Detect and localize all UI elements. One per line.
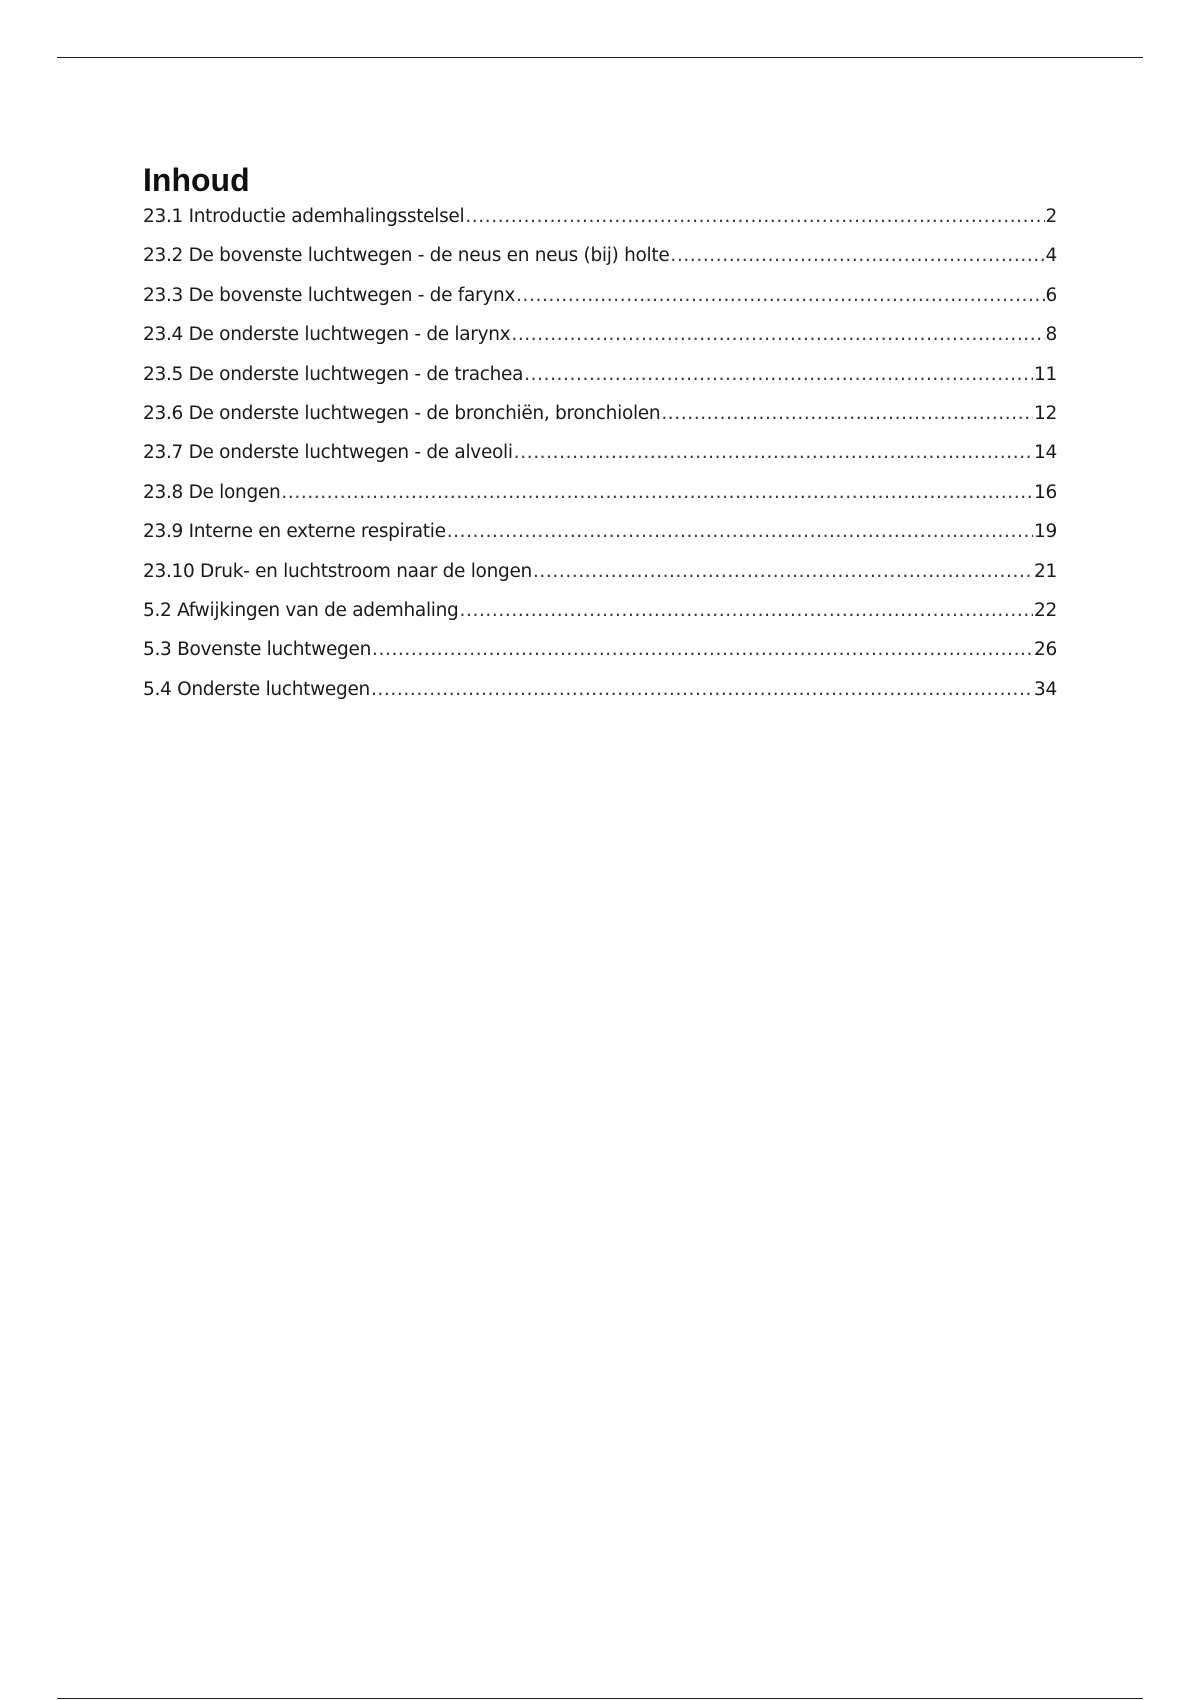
toc-entry-title: 23.5 De onderste luchtwegen - de trachea (143, 363, 524, 385)
toc-entry-title: 23.1 Introductie ademhalingsstelsel (143, 206, 465, 227)
toc-entry[interactable] (143, 561, 1057, 600)
toc-entry-page: 26 (1034, 639, 1057, 661)
toc-entry-page: 19 (1034, 521, 1057, 543)
toc-dot-leader (371, 679, 1033, 700)
toc-entry-page: 12 (1034, 402, 1057, 424)
toc-entry-title: 5.4 Onderste luchtwegen (143, 678, 370, 700)
toc-entry-page: 11 (1034, 363, 1057, 385)
toc-entry[interactable] (143, 285, 1057, 324)
toc-dot-leader (514, 442, 1033, 463)
toc-entry-title: 23.7 De onderste luchtwegen - de alveoli (143, 442, 513, 464)
toc-entry[interactable] (143, 442, 1057, 481)
toc-list (143, 206, 1057, 718)
toc-entry-title: 23.6 De onderste luchtwegen - de bronchiën, bronchiolen (143, 402, 661, 424)
toc-entry-page: 6 (1045, 284, 1057, 306)
toc-entry[interactable] (143, 639, 1057, 678)
toc-entry-page: 21 (1034, 560, 1057, 582)
toc-dot-leader (524, 364, 1033, 385)
toc-entry-page: 22 (1034, 599, 1057, 621)
toc-entry-page: 14 (1034, 442, 1057, 464)
toc-entry-title: 23.8 De longen (143, 481, 281, 503)
toc-entry-title: 23.10 Druk- en luchtstroom naar de longen (143, 560, 532, 582)
toc-entry-title: 5.3 Bovenste luchtwegen (143, 639, 371, 661)
toc-entry-title: 23.9 Interne en externe respiratie (143, 521, 446, 543)
toc-dot-leader (465, 206, 1044, 227)
toc-dot-leader (661, 403, 1033, 424)
header-rule (57, 57, 1143, 58)
toc-entry-page: 2 (1045, 206, 1057, 227)
toc-dot-leader (670, 245, 1044, 266)
toc-dot-leader (460, 600, 1034, 621)
toc-entry[interactable] (143, 600, 1057, 639)
footer-rule (57, 1698, 1143, 1699)
toc-entry-page: 8 (1045, 324, 1057, 346)
toc-dot-leader (533, 561, 1033, 582)
toc-dot-leader (281, 482, 1033, 503)
toc-entry[interactable] (143, 324, 1057, 363)
toc-dot-leader (511, 324, 1044, 345)
toc-entry[interactable] (143, 482, 1057, 521)
toc-entry-page: 16 (1034, 481, 1057, 503)
toc-entry-title: 23.4 De onderste luchtwegen - de larynx (143, 324, 511, 346)
toc-entry[interactable] (143, 521, 1057, 560)
toc-entry[interactable] (143, 245, 1057, 284)
toc-title: Inhoud (143, 162, 250, 198)
toc-entry-title: 5.2 Afwijkingen van de ademhaling (143, 599, 459, 621)
toc-entry[interactable] (143, 403, 1057, 442)
toc-dot-leader (372, 639, 1033, 660)
table-of-contents (143, 160, 1057, 718)
toc-entry-page: 4 (1045, 245, 1057, 267)
toc-entry-page: 34 (1034, 678, 1057, 700)
toc-entry[interactable] (143, 364, 1057, 403)
toc-entry[interactable] (143, 206, 1057, 245)
toc-entry[interactable] (143, 679, 1057, 718)
toc-entry-title: 23.3 De bovenste luchtwegen - de farynx (143, 284, 516, 306)
toc-entry-title: 23.2 De bovenste luchtwegen - de neus en neus (bij) holte (143, 245, 670, 267)
toc-dot-leader (447, 521, 1033, 542)
toc-dot-leader (516, 285, 1044, 306)
